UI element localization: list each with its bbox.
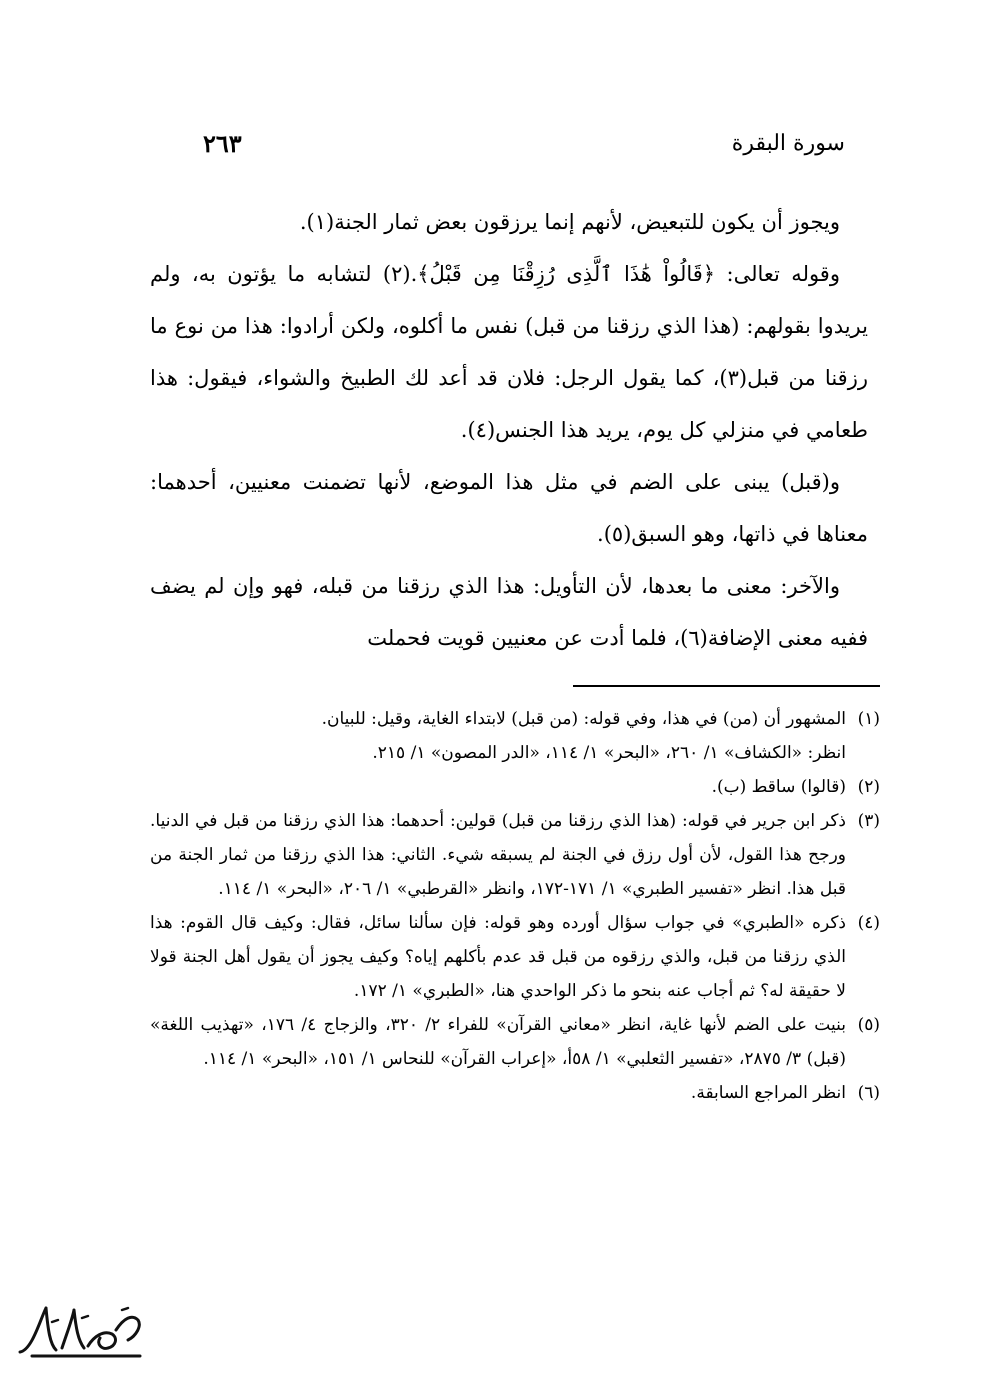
- paragraph-1: ويجوز أن يكون للتبعيض، لأنهم إنما يرزقون بعض ثمار الجنة(١).: [299, 210, 840, 234]
- footnote-number: (٤): [857, 913, 880, 933]
- footnote-number: (٦): [857, 1083, 880, 1103]
- footnote: [150, 906, 880, 1008]
- main-text: [150, 196, 868, 664]
- footnote-text: [150, 770, 846, 804]
- quran-verse: ﴿قَالُواْ هَٰذَا ٱلَّذِى رُزِقْنَا مِن قَبْلُ﴾: [417, 262, 716, 286]
- footnote-text: [150, 1076, 846, 1110]
- footnote: [150, 1076, 880, 1110]
- footnotes: [150, 702, 880, 1110]
- footnote-line: (قالوا) ساقط (ب).: [711, 777, 846, 797]
- footnote-line: ذكره «الطبري» في جواب سؤال أورده وهو قوله: فإن سألنا سائل، فقال: وكيف قال القوم: هذا الذي رزقنا من قبل، والذي رزقوه من قبل قد عدم بأكلهم إياه؟ وكيف يجوز أن يقول أهل الجنة قولا لا حقيقة له؟ ثم أجاب عنه بنحو ما ذكر الواحدي هنا، «الطبري» ١/ ١٧٢.: [150, 913, 846, 1001]
- footnote-text: [150, 1008, 846, 1076]
- footnote-text: [150, 702, 846, 770]
- surah-title: سورة البقرة: [731, 131, 845, 156]
- footnote-line: بنيت على الضم لأنها غاية، انظر «معاني القرآن» للفراء ٢/ ٣٢٠، والزجاج ٤/ ١٧٦، «تهذيب اللغة» (قبل) ٣/ ٢٨٧٥، «تفسير الثعلبي» ١/ ٥٨أ، «إعراب القرآن» للنحاس ١/ ١٥١، «البحر» ١/ ١١٤.: [150, 1015, 846, 1069]
- paragraph-4: والآخر: معنى ما بعدها، لأن التأويل: هذا الذي رزقنا من قبله، فهو وإن لم يضف ففيه معنى الإضافة(٦)، فلما أدت عن معنيين قويت فحملت: [150, 574, 868, 650]
- footnote: [150, 770, 880, 804]
- paragraph-3: و(قبل) يبنى على الضم في مثل هذا الموضع، لأنها تضمنت معنيين، أحدهما: معناها في ذاتها، وهو السبق(٥).: [150, 470, 868, 546]
- footnote: [150, 1008, 880, 1076]
- footnote-number: (٥): [857, 1015, 880, 1035]
- footnote-line: المشهور أن (من) في هذا، وفي قوله: (من قبل) لابتداء الغاية، وقيل: للبيان.: [321, 709, 846, 729]
- footnote-number: (٣): [857, 811, 880, 831]
- paragraph-2-lead: وقوله تعالى:: [715, 262, 840, 286]
- footnote-separator: [573, 685, 880, 687]
- paragraph-2: [150, 248, 868, 456]
- footnote: [150, 804, 880, 906]
- stamp-logo-icon: [12, 1300, 152, 1360]
- footnote-number: (١): [857, 709, 880, 729]
- page-number: ٢٦٣: [203, 129, 242, 158]
- calligraphy-stamp: [12, 1300, 152, 1360]
- footnote-text: [150, 906, 846, 1008]
- paragraph-2-rest: .(٢) لتشابه ما يؤتون به، ولم يريدوا بقولهم: (هذا الذي رزقنا من قبل) نفس ما أكلوه، ولكن أرادوا: هذا من نوع ما رزقنا من قبل(٣)، كما يقول الرجل: فلان قد أعد لك الطبيخ والشواء، فيقول: هذا طعامي في منزلي كل يوم، يريد هذا الجنس(٤).: [150, 262, 868, 442]
- footnote-line: ذكر ابن جرير في قوله: (هذا الذي رزقنا من قبل) قولين: أحدهما: هذا الذي رزقنا من قبل في الدنيا. ورجح هذا القول، لأن أول رزق في الجنة لم يسبقه شيء. الثاني: هذا الذي رزقنا من ثمار الجنة من قبل هذا. انظر «تفسير الطبري» ١/ ١٧١-١٧٢، وانظر «القرطبي» ١/ ٢٠٦، «البحر» ١/ ١١٤.: [150, 811, 846, 899]
- page-header: [195, 124, 845, 164]
- footnote-line: انظر المراجع السابقة.: [690, 1083, 846, 1103]
- footnote: [150, 702, 880, 770]
- footnote-number: (٢): [857, 777, 880, 797]
- footnote-text: [150, 804, 846, 906]
- footnote-line: انظر: «الكشاف» ١/ ٢٦٠، «البحر» ١/ ١١٤، «الدر المصون» ١/ ٢١٥.: [372, 743, 846, 763]
